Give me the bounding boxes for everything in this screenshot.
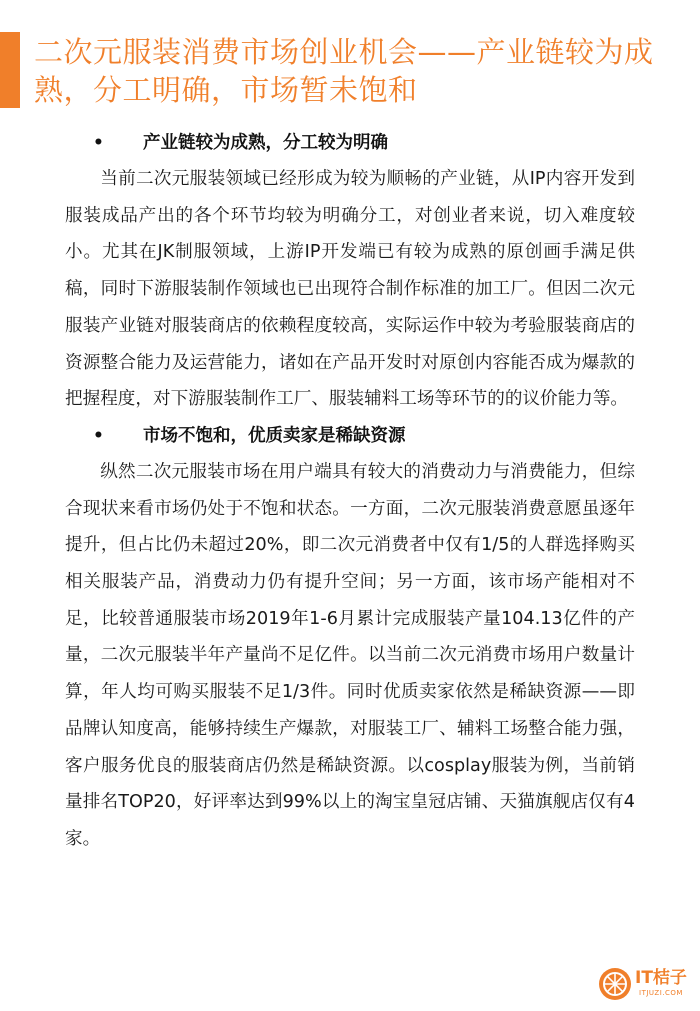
bullet-icon: • [93, 133, 104, 153]
section-heading-row [65, 125, 635, 161]
section-paragraph: 纵然二次元服装市场在用户端具有较大的消费动力与消费能力，但综合现状来看市场仍处于不饱和状态。一方面，二次元服装消费意愿虽逐年提升，但占比仍未超过20%，即二次元消费者中仅有1/5的人群选择购买相关服装产品，消费动力仍有提升空间；另一方面，该市场产能相对不足，比较普通服装市场2019年1-6月累计完成服装产量104.13亿件的产量，二次元服装半年产量尚不足亿件。以当前二次元消费市场用户数量计算，年人均可购买服装不足1/3件。同时优质卖家依然是稀缺资源——即品牌认知度高，能够持续生产爆款，对服装工厂、辅料工场整合能力强，客户服务优良的服装商店仍然是稀缺资源。以cosplay服装为例，当前销量排名TOP20，好评率达到99%以上的淘宝皇冠店铺、天猫旗舰店仅有4家。 [65, 461, 635, 849]
section-heading: 市场不饱和，优质卖家是稀缺资源 [143, 425, 406, 446]
article-body [65, 125, 635, 858]
logo-subtext: ITJUZI.COM [639, 989, 683, 997]
page-title: 二次元服装消费市场创业机会——产业链较为成熟，分工明确，市场暂未饱和 [34, 35, 654, 107]
orange-slice-icon [599, 968, 631, 1000]
section-industry-chain [65, 125, 635, 418]
section-market-unsaturated [65, 418, 635, 858]
section-paragraph: 当前二次元服装领域已经形成为较为顺畅的产业链，从IP内容开发到服装成品产出的各个环节均较为明确分工，对创业者来说，切入难度较小。尤其在JK制服领域，上游IP开发端已有较为成熟的原创画手满足供稿，同时下游服装制作领域也已出现符合制作标准的加工厂。但因二次元服装产业链对服装商店的依赖程度较高，实际运作中较为考验服装商店的资源整合能力及运营能力，诸如在产品开发时对原创内容能否成为爆款的把握程度，对下游服装制作工厂、服装辅料工场等环节的的议价能力等。 [65, 169, 635, 410]
logo-text: IT桔子 [635, 968, 687, 988]
section-heading-row [65, 418, 635, 454]
title-accent-bar [0, 32, 20, 108]
itjuzi-logo [599, 965, 691, 1003]
section-heading: 产业链较为成熟，分工较为明确 [143, 133, 388, 153]
bullet-icon: • [93, 425, 104, 446]
